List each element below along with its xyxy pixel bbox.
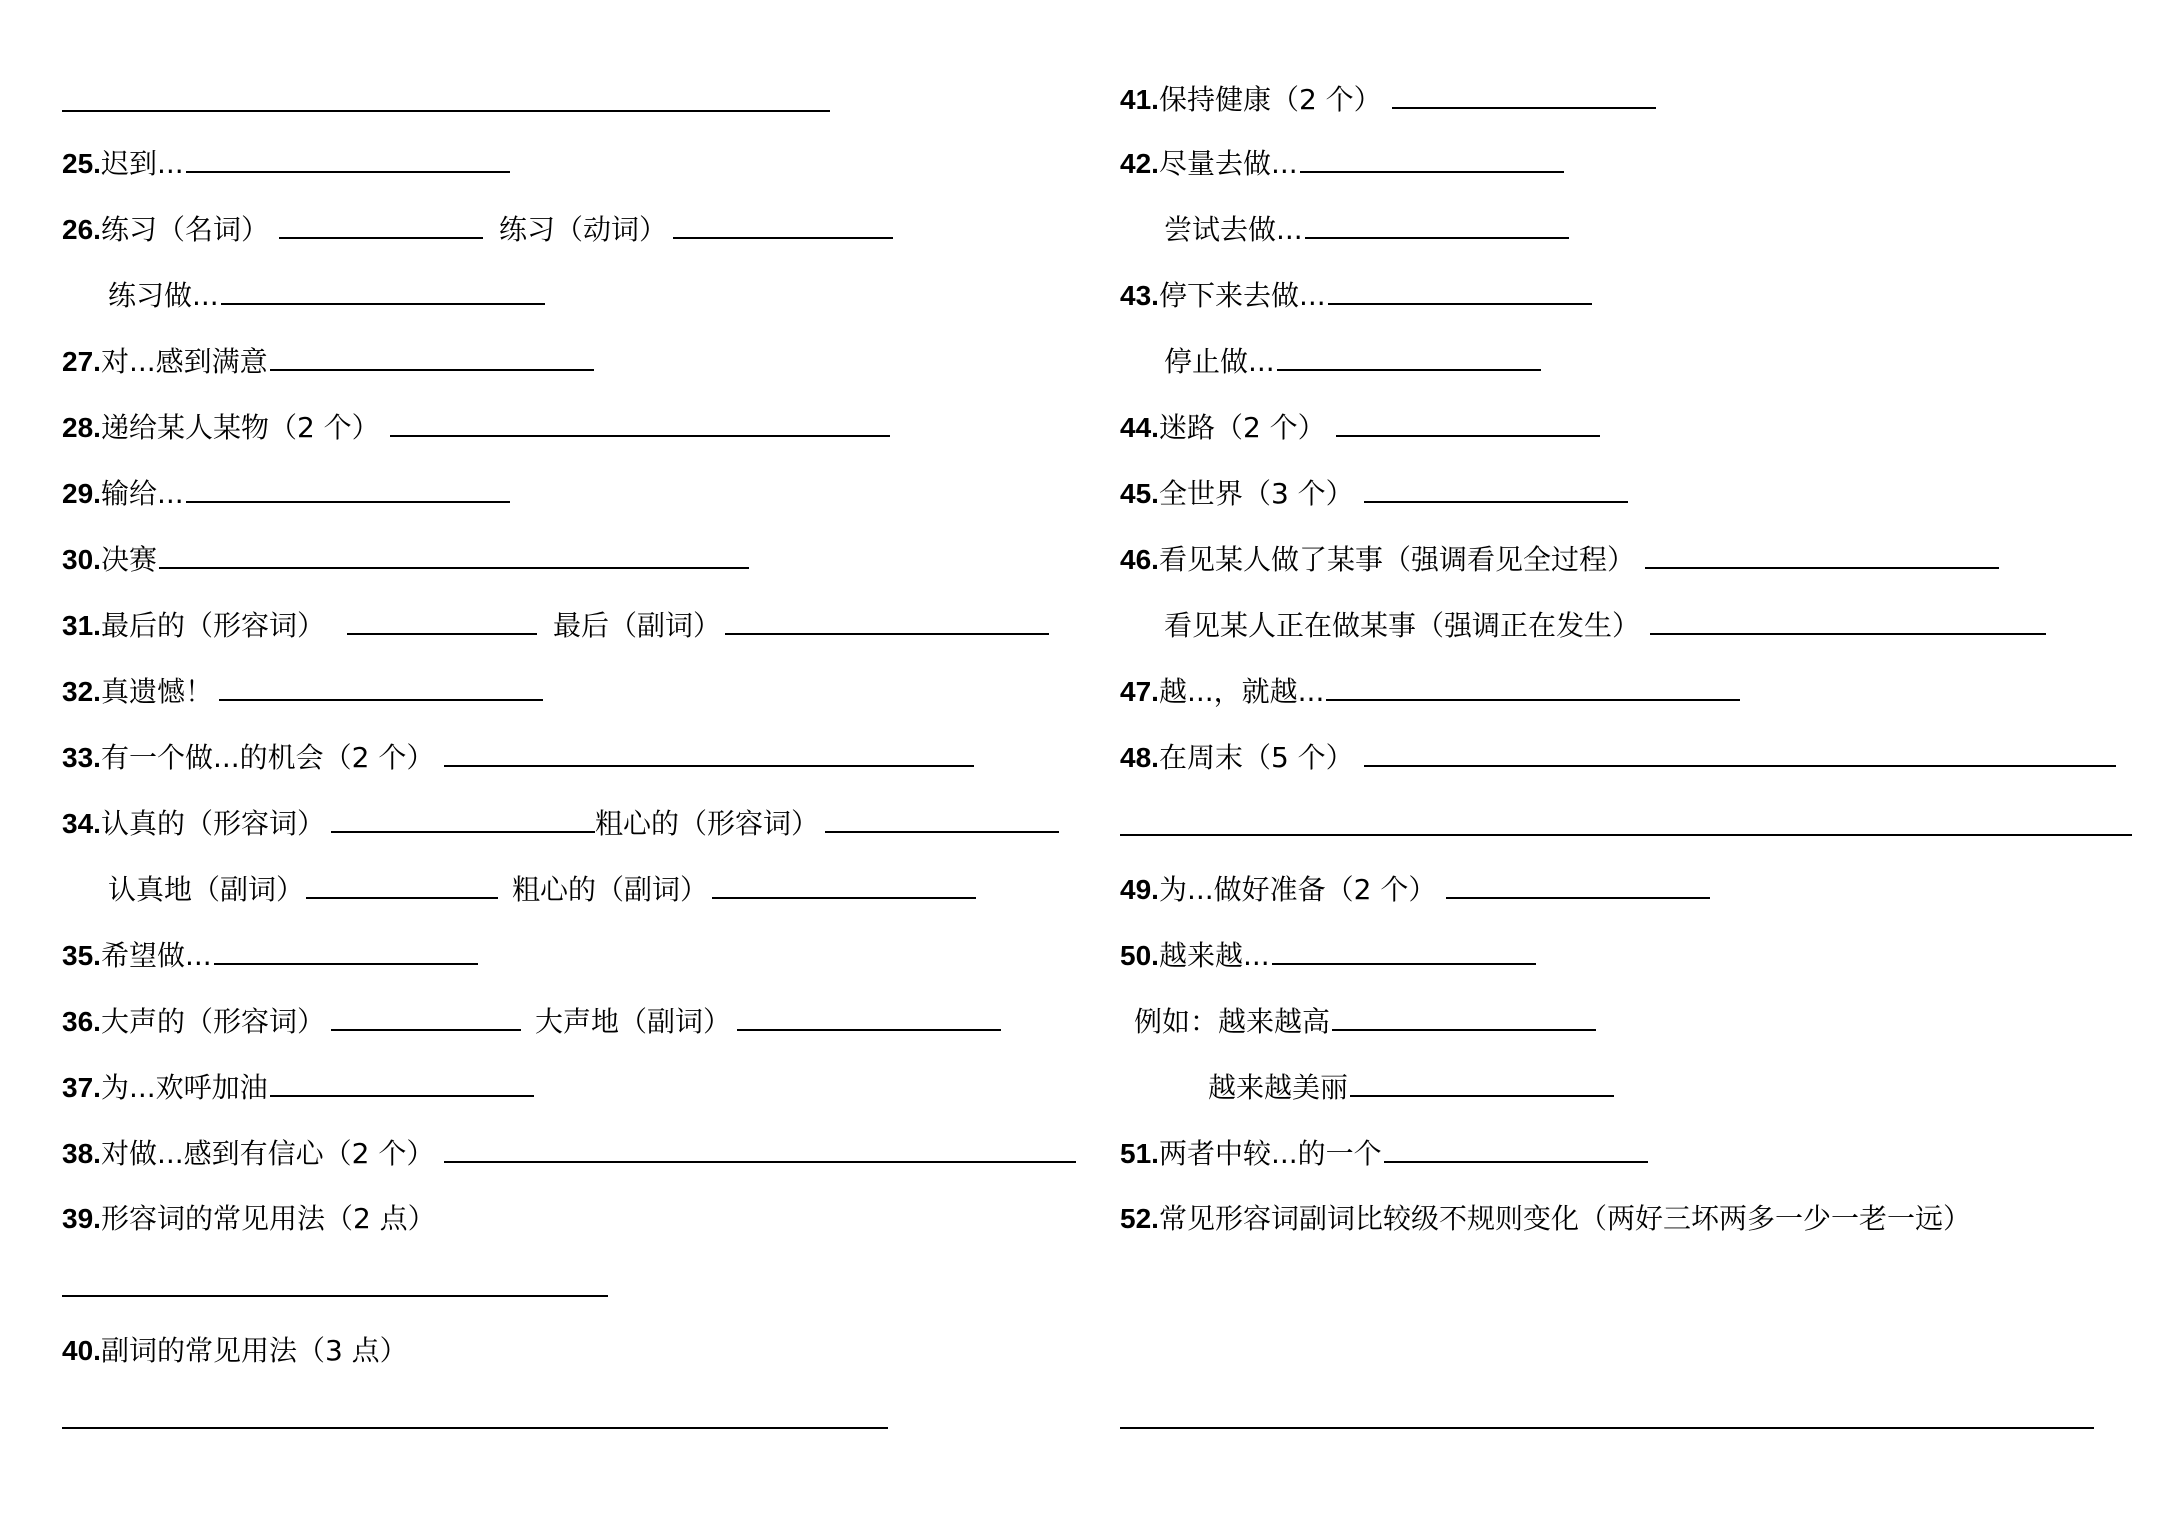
- question-text: 认真的（形容词）: [100, 807, 325, 840]
- question-51: [1120, 1131, 1648, 1175]
- question-text: 练习做...: [108, 279, 219, 312]
- question-number: 42.: [1120, 148, 1159, 179]
- answer-blank[interactable]: [712, 867, 976, 899]
- question-40: [62, 1329, 408, 1373]
- question-text: 练习（动词）: [498, 213, 667, 246]
- question-text: 尝试去做...: [1164, 213, 1303, 246]
- question-26-sub: [108, 273, 545, 317]
- answer-blank[interactable]: [390, 405, 890, 437]
- question-text: 迷路（2 个）: [1158, 411, 1326, 444]
- question-52: [1120, 1197, 1971, 1241]
- answer-blank[interactable]: [1350, 1065, 1614, 1097]
- question-number: 35.: [62, 940, 101, 971]
- question-text: 越来越美丽: [1208, 1071, 1349, 1104]
- question-text: 停止做...: [1164, 345, 1275, 378]
- answer-blank[interactable]: [825, 801, 1059, 833]
- question-text: 递给某人某物（2 个）: [100, 411, 380, 444]
- question-39: [62, 1197, 436, 1241]
- answer-blank[interactable]: [1392, 77, 1656, 109]
- question-number: 26.: [62, 214, 101, 245]
- answer-blank[interactable]: [331, 801, 595, 833]
- question-text: 粗心的（副词）: [512, 873, 709, 906]
- question-text: 有一个做...的机会（2 个）: [100, 741, 435, 774]
- question-text: 粗心的（形容词）: [594, 807, 819, 840]
- question-46-sub: [1164, 603, 2046, 647]
- answer-blank[interactable]: [1300, 141, 1564, 173]
- question-text: 大声地（副词）: [534, 1005, 731, 1038]
- question-36: [62, 999, 1001, 1043]
- answer-blank[interactable]: [1332, 999, 1596, 1031]
- answer-blank[interactable]: [1364, 735, 2116, 767]
- answer-rule-q52[interactable]: [1120, 1427, 2094, 1429]
- answer-blank[interactable]: [1336, 405, 1600, 437]
- question-text: 最后的（形容词）: [100, 609, 325, 642]
- question-text: 看见某人正在做某事（强调正在发生）: [1164, 609, 1641, 642]
- question-text: 对做...感到有信心（2 个）: [100, 1137, 435, 1170]
- question-50: [1120, 933, 1536, 977]
- question-46: [1120, 537, 1999, 581]
- answer-blank[interactable]: [219, 669, 543, 701]
- question-number: 47.: [1120, 676, 1159, 707]
- answer-blank[interactable]: [270, 1065, 534, 1097]
- question-text: 决赛: [100, 543, 157, 576]
- question-number: 31.: [62, 610, 101, 641]
- question-text: 例如：越来越高: [1134, 1005, 1331, 1038]
- question-42: [1120, 141, 1564, 185]
- answer-blank[interactable]: [737, 999, 1001, 1031]
- answer-blank[interactable]: [279, 207, 483, 239]
- answer-rule-q39[interactable]: [62, 1295, 608, 1297]
- question-number: 30.: [62, 544, 101, 575]
- question-number: 51.: [1120, 1138, 1159, 1169]
- question-number: 48.: [1120, 742, 1159, 773]
- answer-rule-top-left: [62, 110, 830, 112]
- question-number: 39.: [62, 1203, 101, 1234]
- question-48: [1120, 735, 2116, 779]
- question-number: 50.: [1120, 940, 1159, 971]
- answer-rule-q48[interactable]: [1120, 834, 2132, 836]
- answer-blank[interactable]: [1364, 471, 1628, 503]
- question-number: 32.: [62, 676, 101, 707]
- question-47: [1120, 669, 1740, 713]
- question-31: [62, 603, 1049, 647]
- answer-blank[interactable]: [673, 207, 893, 239]
- question-27: [62, 339, 594, 383]
- question-text: 对...感到满意: [100, 345, 268, 378]
- answer-blank[interactable]: [186, 141, 510, 173]
- question-text: 为...欢呼加油: [100, 1071, 268, 1104]
- question-50-example-1: [1134, 999, 1596, 1043]
- question-33: [62, 735, 974, 779]
- question-text: 保持健康（2 个）: [1158, 83, 1382, 116]
- question-number: 41.: [1120, 84, 1159, 115]
- question-44: [1120, 405, 1600, 449]
- question-25: [62, 141, 510, 185]
- question-41: [1120, 77, 1656, 121]
- question-number: 29.: [62, 478, 101, 509]
- question-32: [62, 669, 543, 713]
- question-26: [62, 207, 893, 251]
- question-number: 40.: [62, 1335, 101, 1366]
- question-number: 25.: [62, 148, 101, 179]
- question-text: 认真地（副词）: [108, 873, 305, 906]
- question-text: 越...，就越...: [1158, 675, 1325, 708]
- question-34-sub: [108, 867, 976, 911]
- question-text: 最后（副词）: [552, 609, 721, 642]
- question-30: [62, 537, 749, 581]
- answer-blank[interactable]: [1650, 603, 2046, 635]
- question-43: [1120, 273, 1592, 317]
- question-number: 43.: [1120, 280, 1159, 311]
- answer-blank[interactable]: [1446, 867, 1710, 899]
- answer-blank[interactable]: [1645, 537, 1999, 569]
- answer-blank[interactable]: [1328, 273, 1592, 305]
- question-text: 迟到...: [100, 147, 184, 180]
- question-number: 44.: [1120, 412, 1159, 443]
- answer-blank[interactable]: [159, 537, 749, 569]
- question-text: 输给...: [100, 477, 184, 510]
- answer-blank[interactable]: [1326, 669, 1740, 701]
- question-number: 49.: [1120, 874, 1159, 905]
- question-text: 两者中较...的一个: [1158, 1137, 1382, 1170]
- question-45: [1120, 471, 1628, 515]
- question-28: [62, 405, 890, 449]
- question-number: 52.: [1120, 1203, 1159, 1234]
- question-text: 形容词的常见用法（2 点）: [100, 1202, 436, 1235]
- answer-blank[interactable]: [725, 603, 1049, 635]
- question-49: [1120, 867, 1710, 911]
- question-43-sub: [1164, 339, 1541, 383]
- question-number: 37.: [62, 1072, 101, 1103]
- question-number: 38.: [62, 1138, 101, 1169]
- question-number: 33.: [62, 742, 101, 773]
- answer-blank[interactable]: [331, 999, 521, 1031]
- question-number: 34.: [62, 808, 101, 839]
- answer-blank[interactable]: [270, 339, 594, 371]
- answer-blank[interactable]: [444, 735, 974, 767]
- question-text: 希望做...: [100, 939, 212, 972]
- answer-blank[interactable]: [1305, 207, 1569, 239]
- question-37: [62, 1065, 534, 1109]
- question-text: 看见某人做了某事（强调看见全过程）: [1158, 543, 1635, 576]
- question-text: 尽量去做...: [1158, 147, 1298, 180]
- question-text: 越来越...: [1158, 939, 1270, 972]
- question-50-example-2: [1208, 1065, 1614, 1109]
- question-text: 在周末（5 个）: [1158, 741, 1354, 774]
- answer-rule-q40[interactable]: [62, 1427, 888, 1429]
- question-number: 27.: [62, 346, 101, 377]
- answer-blank[interactable]: [347, 603, 537, 635]
- question-number: 36.: [62, 1006, 101, 1037]
- question-38: [62, 1131, 1076, 1175]
- question-number: 46.: [1120, 544, 1159, 575]
- question-text: 为...做好准备（2 个）: [1158, 873, 1437, 906]
- question-text: 练习（名词）: [100, 213, 269, 246]
- question-29: [62, 471, 510, 515]
- answer-blank[interactable]: [1272, 933, 1536, 965]
- answer-blank[interactable]: [444, 1131, 1076, 1163]
- question-text: 常见形容词副词比较级不规则变化（两好三坏两多一少一老一远）: [1158, 1202, 1971, 1235]
- question-35: [62, 933, 478, 977]
- question-text: 真遗憾！: [100, 675, 213, 708]
- answer-blank[interactable]: [186, 471, 510, 503]
- answer-blank[interactable]: [306, 867, 498, 899]
- answer-blank[interactable]: [221, 273, 545, 305]
- question-text: 全世界（3 个）: [1158, 477, 1354, 510]
- question-42-sub: [1164, 207, 1569, 251]
- answer-blank[interactable]: [1277, 339, 1541, 371]
- answer-blank[interactable]: [1384, 1131, 1648, 1163]
- question-number: 28.: [62, 412, 101, 443]
- question-text: 大声的（形容词）: [100, 1005, 325, 1038]
- question-text: 副词的常见用法（3 点）: [100, 1334, 408, 1367]
- question-34: [62, 801, 1059, 845]
- answer-blank[interactable]: [214, 933, 478, 965]
- question-number: 45.: [1120, 478, 1159, 509]
- question-text: 停下来去做...: [1158, 279, 1326, 312]
